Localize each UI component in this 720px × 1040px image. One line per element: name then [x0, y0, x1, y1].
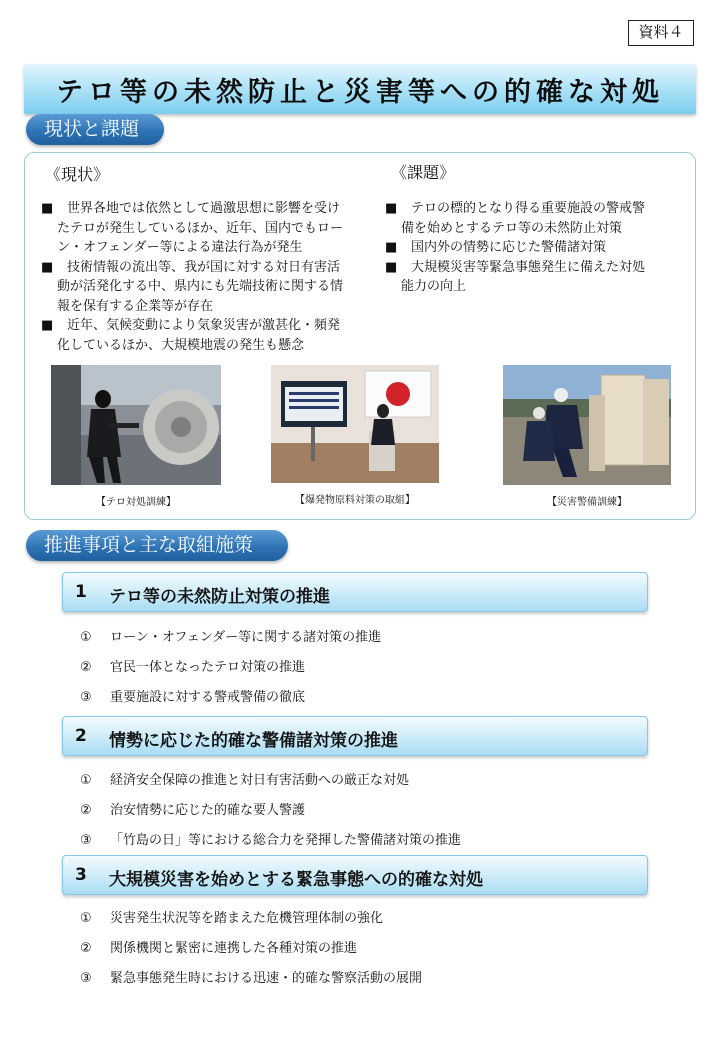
- issues-bullet: [385, 258, 685, 297]
- measure-group-2-header: [62, 716, 648, 756]
- photo-explosive-measures: [271, 365, 439, 483]
- explosive-measures-image: [271, 365, 439, 483]
- bullet-line: 世界各地では依然として過激思想に影響を受け: [67, 201, 341, 216]
- measure-item: [80, 967, 422, 986]
- measure-item: [80, 626, 381, 645]
- measure-item: [80, 829, 461, 848]
- group-number: 1: [75, 582, 87, 602]
- item-marker: ③: [80, 971, 92, 986]
- bullet-marker: ■: [385, 240, 398, 255]
- item-text: 治安情勢に応じた的確な要人警護: [110, 803, 306, 818]
- anti-terror-drill-image: [51, 365, 221, 485]
- item-marker: ③: [80, 690, 92, 705]
- status-bullet: [41, 199, 371, 258]
- item-text: 官民一体となったテロ対策の推進: [110, 660, 306, 675]
- measures-heading: 推進事項と主な取組施策: [26, 530, 288, 561]
- issues-heading: 《課題》: [391, 163, 456, 182]
- measure-item: [80, 686, 305, 705]
- bullet-line: 報を保有する企業等が存在: [57, 298, 214, 314]
- measure-item: [80, 799, 305, 818]
- bullet-line: 備を始めとするテロ等の未然防止対策: [401, 220, 623, 236]
- status-issues-panel: [24, 152, 696, 520]
- item-text: ローン・オフェンダー等に関する諸対策の推進: [110, 630, 382, 645]
- bullet-line: 動が活発化する中、県内にも先端技術に関する情: [57, 279, 344, 294]
- item-marker: ②: [80, 941, 92, 956]
- title-banner: [24, 64, 696, 114]
- measure-item: [80, 907, 383, 926]
- item-marker: ①: [80, 911, 92, 926]
- bullet-line: 大規模災害等緊急事態発生に備えた対処: [411, 259, 646, 275]
- bullet-line: 化しているほか、大規模地震の発生も懸念: [57, 337, 305, 353]
- item-text: 緊急事態発生時における迅速・的確な警察活動の展開: [110, 971, 423, 986]
- item-text: 経済安全保障の推進と対日有害活動への厳正な対処: [110, 773, 410, 788]
- measure-item: [80, 937, 357, 956]
- status-bullet: [41, 258, 371, 317]
- item-marker: ②: [80, 660, 92, 675]
- bullet-marker: ■: [385, 259, 398, 275]
- item-text: 災害発生状況等を踏まえた危機管理体制の強化: [110, 911, 384, 926]
- issues-bullet-list: [385, 199, 685, 297]
- group-number: 3: [75, 865, 87, 885]
- item-text: 重要施設に対する警戒警備の徹底: [110, 690, 306, 705]
- item-marker: ②: [80, 803, 92, 818]
- measure-item: [80, 656, 305, 675]
- photo-caption: 【テロ対処訓練】: [96, 497, 176, 508]
- group-number: 2: [75, 726, 87, 746]
- item-marker: ③: [80, 833, 92, 848]
- bullet-marker: ■: [41, 259, 54, 275]
- current-issues-heading: 現状と課題: [26, 114, 164, 145]
- item-marker: ①: [80, 630, 92, 645]
- bullet-line: 近年、気候変動により気象災害が激甚化・頻発: [67, 318, 341, 333]
- measure-item: [80, 769, 409, 788]
- status-bullet-list: [41, 199, 371, 355]
- measure-group-3-header: [62, 855, 648, 895]
- group-title: 情勢に応じた的確な警備諸対策の推進: [109, 731, 398, 751]
- item-text: 関係機関と緊密に連携した各種対策の推進: [110, 941, 358, 956]
- bullet-line: たテロが発生しているほか、近年、国内でもロー: [57, 220, 344, 236]
- bullet-marker: ■: [385, 201, 398, 216]
- group-title: テロ等の未然防止対策の推進: [109, 587, 330, 607]
- bullet-marker: ■: [41, 318, 54, 333]
- photo-caption: 【爆発物原料対策の取組】: [295, 495, 415, 506]
- photo-disaster-drill: [503, 365, 671, 485]
- issues-bullet: [385, 199, 685, 238]
- bullet-line: テロの標的となり得る重要施設の警戒警: [411, 201, 646, 216]
- group-title: 大規模災害を始めとする緊急事態への的確な対処: [109, 870, 483, 890]
- disaster-drill-image: [503, 365, 671, 485]
- bullet-line: 国内外の情勢に応じた警備諸対策: [411, 240, 607, 255]
- item-text: 「竹島の日」等における総合力を発揮した警備諸対策の推進: [110, 833, 462, 848]
- status-bullet: [41, 316, 371, 355]
- item-marker: ①: [80, 773, 92, 788]
- bullet-marker: ■: [41, 201, 54, 216]
- bullet-line: 技術情報の流出等、我が国に対する対日有害活: [67, 259, 341, 275]
- document-tag: 資料４: [628, 20, 694, 46]
- measure-group-1-header: [62, 572, 648, 612]
- page-title: テロ等の未然防止と災害等への的確な対処: [56, 77, 664, 108]
- issues-bullet: [385, 238, 685, 258]
- photo-anti-terror-drill: [51, 365, 221, 485]
- status-heading: 《現状》: [45, 165, 110, 184]
- photo-caption: 【災害警備訓練】: [547, 497, 627, 508]
- bullet-line: 能力の向上: [401, 279, 467, 294]
- bullet-line: ン・オフェンダー等による違法行為が発生: [57, 240, 303, 255]
